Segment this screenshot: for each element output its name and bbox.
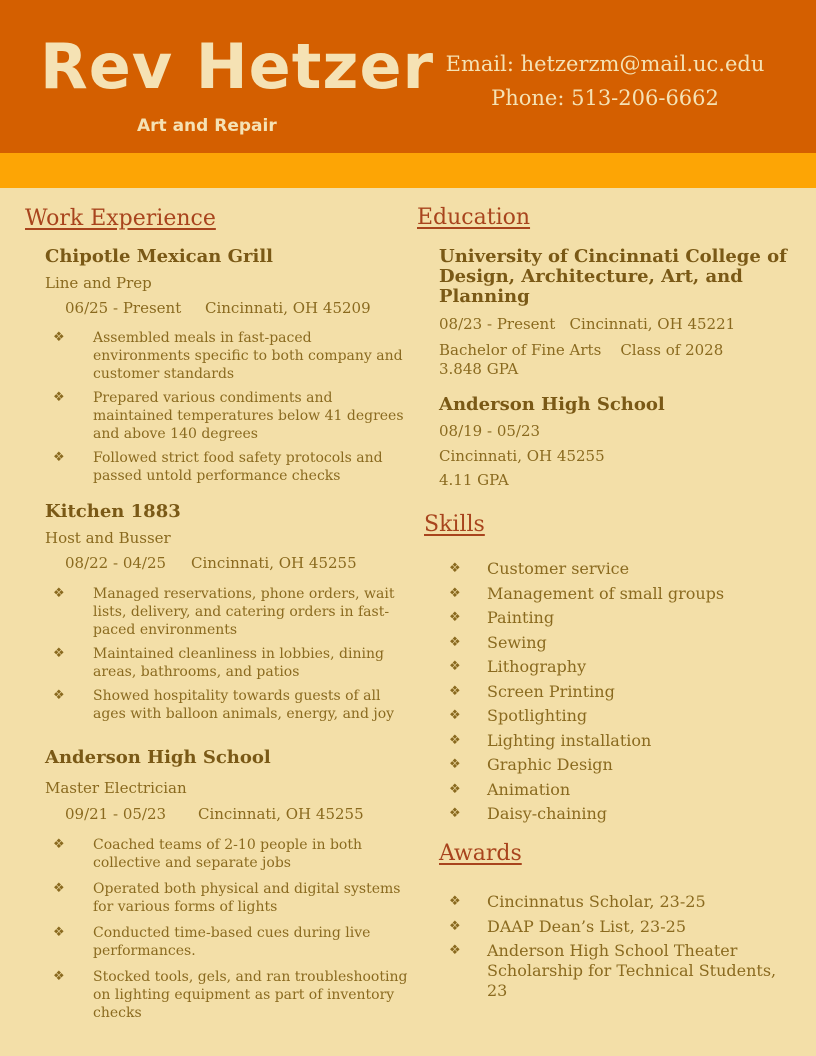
job-dates: 08/22 - 04/25 xyxy=(65,554,167,572)
awards-list xyxy=(439,892,789,1006)
awards-title: Awards xyxy=(439,841,522,866)
phone[interactable]: Phone: 513-206-6662 xyxy=(491,86,719,110)
bullet-icon: ❖ xyxy=(449,561,461,576)
job-role: Master Electrician xyxy=(45,779,187,797)
bullet-icon: ❖ xyxy=(449,894,461,909)
bullet-icon: ❖ xyxy=(53,450,65,465)
bullet-icon: ❖ xyxy=(449,806,461,821)
bullet-icon: ❖ xyxy=(449,918,461,934)
bullet-icon: ❖ xyxy=(449,943,461,958)
list-item: ❖ Daisy-chaining xyxy=(449,804,608,823)
job-location: Cincinnati, OH 45255 xyxy=(198,805,364,823)
school-dates: 08/19 - 05/23 xyxy=(439,422,541,440)
bullet-icon: ❖ xyxy=(53,969,65,984)
job-company: Chipotle Mexican Grill xyxy=(45,246,274,267)
list-item: ❖ Management of small groups xyxy=(449,583,725,603)
bullet-icon: ❖ xyxy=(449,610,461,625)
bullet-icon: ❖ xyxy=(53,586,65,601)
list-item: ❖ DAAP Dean’s List, 23-25 xyxy=(449,916,686,936)
skills-list xyxy=(439,559,799,829)
list-item: ❖ Showed hospitality towards guests of all ages with balloon animals, energy, and joy xyxy=(53,688,395,722)
list-item: ❖ Prepared various condiments and maintained temperatures below 41 degrees and above 140 degrees xyxy=(53,390,404,442)
bullet-icon: ❖ xyxy=(449,708,461,723)
list-item: ❖ Conducted time-based cues during live performances. xyxy=(53,925,371,959)
tagline: Art and Repair xyxy=(137,116,277,136)
bullet-icon: ❖ xyxy=(53,688,65,703)
list-item: ❖ Anderson High School Theater Scholarship for Technical Students, 23 xyxy=(449,941,777,1000)
accent-stripe xyxy=(0,153,816,188)
bullet-icon: ❖ xyxy=(53,646,65,661)
school-gpa: 4.11 GPA xyxy=(439,471,509,489)
job-company: Kitchen 1883 xyxy=(45,501,181,522)
list-item: ❖ Spotlighting xyxy=(449,706,588,725)
job-dates: 06/25 - Present xyxy=(65,299,182,317)
email[interactable]: Email: hetzerzm@mail.uc.edu xyxy=(445,52,765,76)
job-role: Line and Prep xyxy=(45,274,152,292)
bullet-icon: ❖ xyxy=(449,683,461,699)
bullet-icon: ❖ xyxy=(53,881,65,896)
list-item: ❖ Sewing xyxy=(449,632,547,652)
name-heading: Rev Hetzer xyxy=(40,30,435,103)
bullet-icon: ❖ xyxy=(53,837,65,852)
list-item: ❖ Lithography xyxy=(449,657,587,676)
bullet-icon: ❖ xyxy=(449,757,461,772)
list-item: ❖ Stocked tools, gels, and ran troubleshooting on lighting equipment as part of inventory checks xyxy=(53,969,408,1021)
job-bullets xyxy=(45,836,410,1028)
list-item: ❖ Animation xyxy=(449,779,571,799)
list-item: ❖ Coached teams of 2-10 people in both collective and separate jobs xyxy=(53,837,363,871)
job-location: Cincinnati, OH 45255 xyxy=(191,554,357,572)
list-item: ❖ Managed reservations, phone orders, wait lists, delivery, and catering orders in fast-paced environments xyxy=(53,586,395,638)
bullet-icon: ❖ xyxy=(53,330,65,345)
bullet-icon: ❖ xyxy=(449,732,461,748)
list-item: ❖ Assembled meals in fast-paced environments specific to both company and customer standards xyxy=(53,330,403,382)
bullet-icon: ❖ xyxy=(449,659,461,674)
bullet-icon: ❖ xyxy=(449,585,461,601)
bullet-icon: ❖ xyxy=(449,634,461,650)
school-dates: 08/23 - Present Cincinnati, OH 45221 xyxy=(439,315,736,333)
job-role: Host and Busser xyxy=(45,529,171,547)
list-item: ❖ Cincinnatus Scholar, 23-25 xyxy=(449,892,706,911)
school-location: Cincinnati, OH 45255 xyxy=(439,447,605,465)
job-location: Cincinnati, OH 45209 xyxy=(205,299,371,317)
list-item: ❖ Customer service xyxy=(449,559,630,578)
list-item: ❖ Painting xyxy=(449,608,555,627)
job-dates: 09/21 - 05/23 xyxy=(65,805,167,823)
list-item: ❖ Graphic Design xyxy=(449,755,613,774)
list-item: ❖ Screen Printing xyxy=(449,681,615,701)
work-experience-title: Work Experience xyxy=(25,206,216,231)
bullet-icon: ❖ xyxy=(53,390,65,405)
list-item: ❖ Lighting installation xyxy=(449,730,652,750)
school-name: University of Cincinnati College of Design, Architecture, Art, and Planning xyxy=(439,246,787,307)
job-bullets xyxy=(45,329,410,491)
bullet-icon: ❖ xyxy=(449,781,461,797)
list-item: ❖ Followed strict food safety protocols and passed untold performance checks xyxy=(53,450,383,484)
skills-title: Skills xyxy=(424,512,485,537)
school-name: Anderson High School xyxy=(439,394,665,415)
education-title: Education xyxy=(417,205,531,230)
job-company: Anderson High School xyxy=(45,747,271,768)
school-detail: Bachelor of Fine Arts Class of 2028 3.848 GPA xyxy=(439,341,748,378)
job-bullets xyxy=(45,585,415,729)
list-item: ❖ Operated both physical and digital systems for various forms of lights xyxy=(53,881,401,915)
bullet-icon: ❖ xyxy=(53,925,65,940)
list-item: ❖ Maintained cleanliness in lobbies, dining areas, bathrooms, and patios xyxy=(53,646,384,680)
